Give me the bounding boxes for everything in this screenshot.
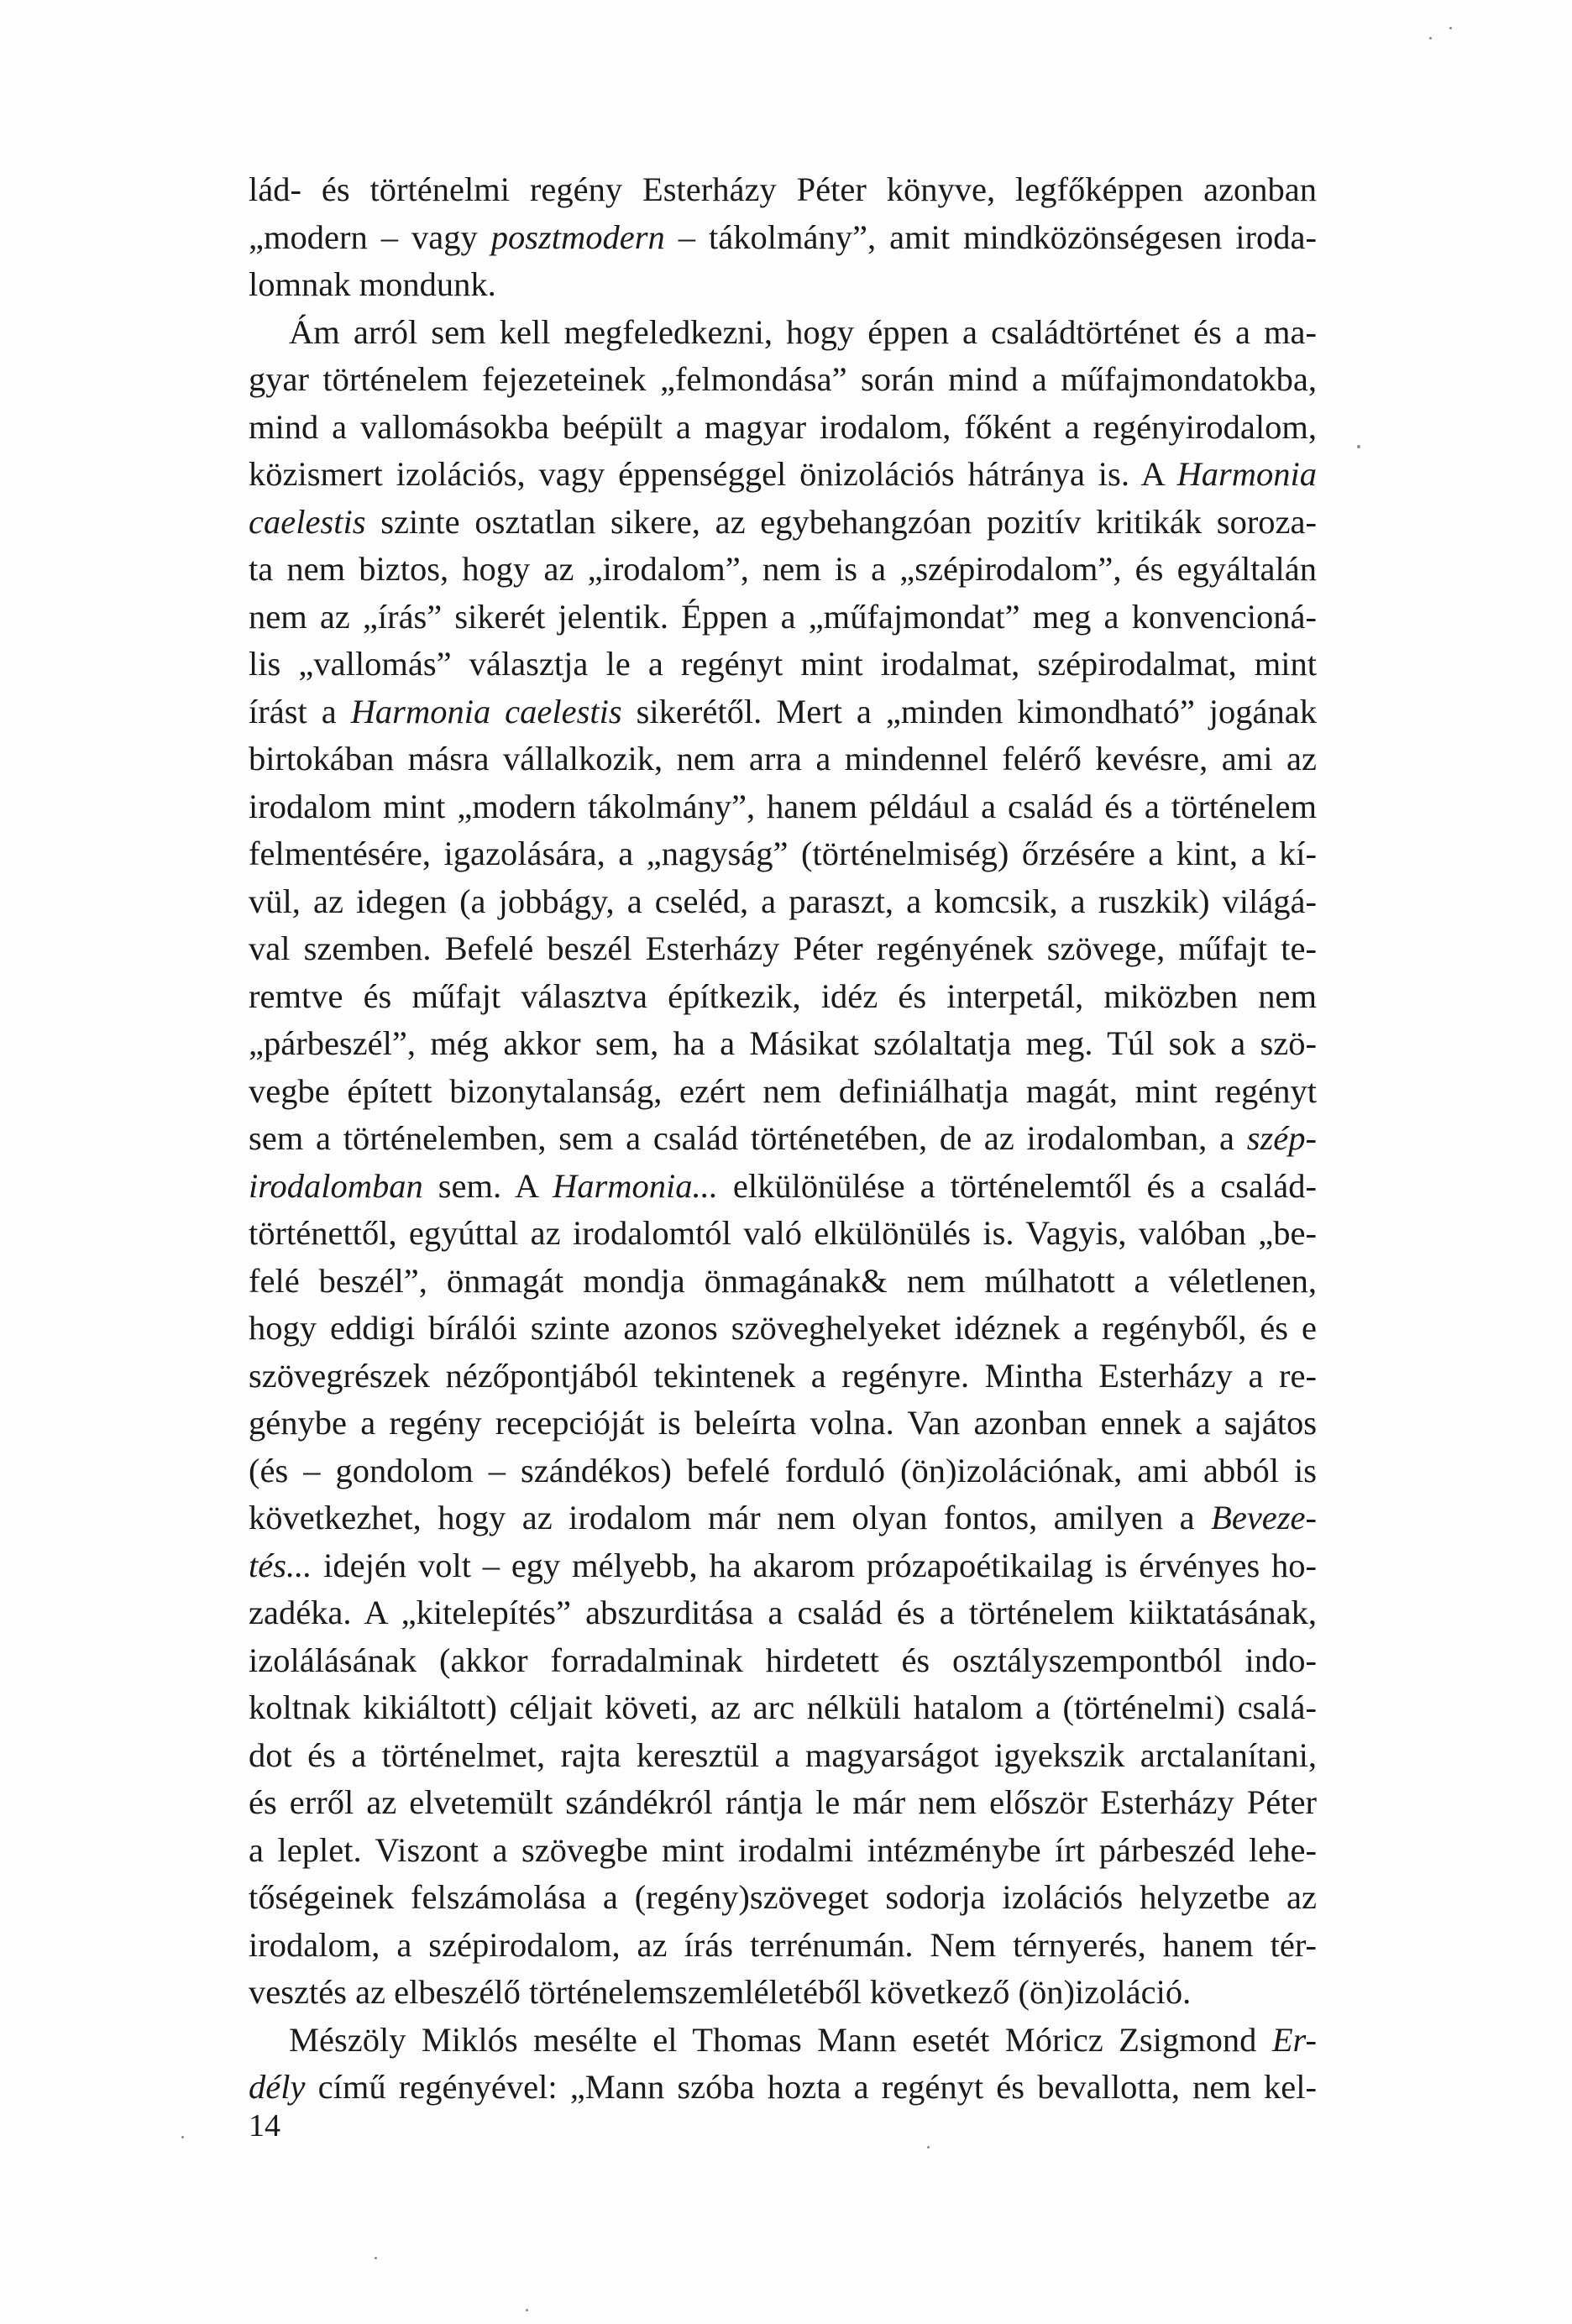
text-line (249, 878, 1317, 926)
italic-title: Harmonia... (552, 1166, 718, 1205)
text-run: irodalom, a szépirodalom, az írás terrénumán. Nem térnyerés, hanem tér- (249, 1925, 1317, 1964)
text-line (249, 1637, 1317, 1685)
print-speck (1429, 37, 1432, 39)
text-line (249, 1115, 1317, 1163)
text-line (249, 404, 1317, 452)
text-run: sikerétől. Mert a „minden kimondható” jogának (621, 692, 1317, 730)
text-line (249, 451, 1317, 499)
text-run: mind a vallomásokba beépült a magyar irodalom, főként a regényirodalom, (249, 407, 1317, 446)
text-line (249, 1447, 1317, 1495)
text-line (249, 1922, 1317, 1970)
text-run: birtokában másra vállalkozik, nem arra a mindennel felérő kevésre, ami az (249, 740, 1317, 777)
text-run: és erről az elvetemült szándékról rántja le már nem először Esterházy Péter (249, 1783, 1317, 1821)
text-line (249, 356, 1317, 404)
text-run: sem a történelemben, sem a család történetében, de az irodalomban, a (249, 1119, 1247, 1157)
text-run: remtve és műfajt választva építkezik, idéz és interpetál, miközben nem (249, 976, 1317, 1015)
text-run: (és – gondolom – szándékos) befelé forduló (ön)izolációnak, ami abból is (249, 1451, 1317, 1489)
text-line (249, 1020, 1317, 1068)
italic-title: Beveze- (1211, 1499, 1317, 1536)
italic-title: szép- (1246, 1119, 1317, 1157)
text-line (249, 2017, 1317, 2065)
text-run: génybe a regény recepcióját is beleírta volna. Van azonban ennek a sajátos (249, 1404, 1317, 1442)
italic-title: dély (249, 2068, 306, 2106)
text-line (249, 1684, 1317, 1732)
italic-title: tés... (249, 1546, 312, 1584)
text-run: lomnak mondunk. (249, 265, 496, 303)
text-run: ta nem biztos, hogy az „irodalom”, nem is a „szépirodalom”, és egyáltalán (249, 550, 1317, 588)
italic-title: caelestis (249, 502, 366, 541)
text-line (249, 735, 1317, 783)
text-run: elkülönülése a történelemtől és a család- (717, 1166, 1317, 1205)
text-run: írást a (249, 692, 351, 730)
print-speck (375, 2257, 377, 2259)
text-line (249, 1732, 1317, 1780)
text-line (249, 1163, 1317, 1211)
text-run: lád- és történelmi regény Esterházy Péter könyve, legfőképpen azonban (249, 170, 1317, 208)
text-line (249, 830, 1317, 878)
text-run: sem. A (422, 1166, 553, 1205)
italic-title: posztmodern (490, 217, 665, 256)
text-run: idején volt – egy mélyebb, ha akarom prózapoétikailag is érvényes ho- (312, 1546, 1317, 1584)
text-run: a leplet. Viszont a szövegbe mint irodalmi intézménybe írt párbeszéd lehe- (249, 1830, 1317, 1869)
text-line (249, 1827, 1317, 1875)
text-line (249, 925, 1317, 973)
body-text (249, 166, 1317, 2112)
text-run: vül, az idegen (a jobbágy, a cseléd, a paraszt, a komcsik, a ruszkik) világá- (249, 882, 1317, 920)
italic-title: Harmonia caelestis (350, 692, 622, 730)
text-line (249, 1874, 1317, 1922)
text-run: zadéka. A „kitelepítés” abszurditása a család és a történelem kiiktatásának, (249, 1594, 1317, 1631)
italic-title: irodalomban (249, 1166, 423, 1205)
text-line (249, 1779, 1317, 1827)
print-speck (526, 2309, 528, 2311)
text-line (249, 1210, 1317, 1258)
text-run: hogy eddigi bírálói szinte azonos szöveghelyeket idéznek a regényből, és e (249, 1309, 1317, 1347)
text-run: izolálásának (akkor forradalminak hirdetett és osztályszempontból indo- (249, 1641, 1317, 1679)
text-line (249, 973, 1317, 1021)
text-run: „párbeszél”, még akkor sem, ha a Másikat szólaltatja meg. Túl sok a szö- (249, 1024, 1317, 1062)
text-run: irodalom mint „modern tákolmány”, hanem például a család és a történelem (249, 787, 1317, 825)
text-run: Ám arról sem kell megfeledkezni, hogy éppen a családtörténet és a ma- (289, 312, 1317, 351)
text-line (249, 1400, 1317, 1447)
text-run: nem az „írás” sikerét jelentik. Éppen a „műfajmondat” meg a konvencioná- (249, 597, 1317, 636)
text-run: szinte osztatlan sikere, az egybehangzóan pozitív kritikák soroza- (365, 502, 1317, 541)
text-line (249, 783, 1317, 831)
text-run: közismert izolációs, vagy éppenséggel önizolációs hátránya is. A (249, 455, 1177, 493)
page-number: 14 (249, 2108, 280, 2143)
text-run: dot és a történelmet, rajta keresztül a magyarságot igyekszik arctalanítani, (249, 1735, 1317, 1774)
text-line (249, 594, 1317, 641)
text-run: történettől, egyúttal az irodalomtól való elkülönülés is. Vagyis, valóban „be- (249, 1214, 1317, 1252)
text-run: Mészöly Miklós mesélte el Thomas Mann esetét Móricz Zsigmond (289, 2020, 1272, 2059)
text-run: vesztés az elbeszélő történelemszemléletéből következő (ön)izoláció. (249, 1973, 1192, 2011)
text-line (249, 1258, 1317, 1306)
text-line (249, 1589, 1317, 1637)
text-line (249, 214, 1317, 262)
text-line (249, 1353, 1317, 1400)
text-run: című regényével: „Mann szóba hozta a regényt és bevallotta, nem kel- (305, 2068, 1317, 2106)
text-run: felmentésére, igazolására, a „nagyság” (történelmiség) őrzésére a kint, a kí- (249, 835, 1317, 872)
text-run: szövegrészek nézőpontjából tekintenek a regényre. Mintha Esterházy a re- (249, 1356, 1317, 1395)
text-run: lis „vallomás” választja le a regényt mint irodalmat, szépirodalmat, mint (249, 645, 1317, 683)
print-speck (1449, 27, 1452, 29)
text-line (249, 261, 1317, 309)
text-run: következhet, hogy az irodalom már nem olyan fontos, amilyen a (249, 1499, 1212, 1536)
italic-title: Er- (1271, 2020, 1317, 2059)
text-run: – tákolmány”, amit mindközönségesen iroda- (664, 217, 1317, 256)
text-line (249, 1542, 1317, 1590)
print-speck (1357, 445, 1360, 448)
text-line (249, 1494, 1317, 1542)
text-line (249, 499, 1317, 547)
text-line (249, 309, 1317, 357)
text-line (249, 641, 1317, 688)
text-line (249, 688, 1317, 736)
text-line (249, 1068, 1317, 1116)
text-run: val szemben. Befelé beszél Esterházy Péter regényének szövege, műfajt te- (249, 929, 1317, 967)
text-run: koltnak kikiáltott) céljait követi, az arc nélküli hatalom a (történelmi) csalá- (249, 1688, 1317, 1726)
text-line (249, 166, 1317, 214)
print-speck (927, 2146, 930, 2149)
text-line (249, 2064, 1317, 2112)
text-run: „modern – vagy (249, 217, 491, 256)
text-run: felé beszél”, önmagát mondja önmagának& nem múlhatott a véletlenen, (249, 1261, 1317, 1300)
italic-title: Harmonia (1176, 455, 1317, 493)
print-speck (181, 2136, 184, 2138)
text-run: vegbe épített bizonytalanság, ezért nem definiálhatja magát, mint regényt (249, 1071, 1317, 1110)
text-line (249, 1305, 1317, 1353)
text-run: tőségeinek felszámolása a (regény)szöveget sodorja izolációs helyzetbe az (249, 1878, 1317, 1916)
text-line (249, 1969, 1317, 2017)
text-run: gyar történelem fejezeteinek „felmondása” során mind a műfajmondatokba, (249, 360, 1317, 398)
text-line (249, 546, 1317, 594)
